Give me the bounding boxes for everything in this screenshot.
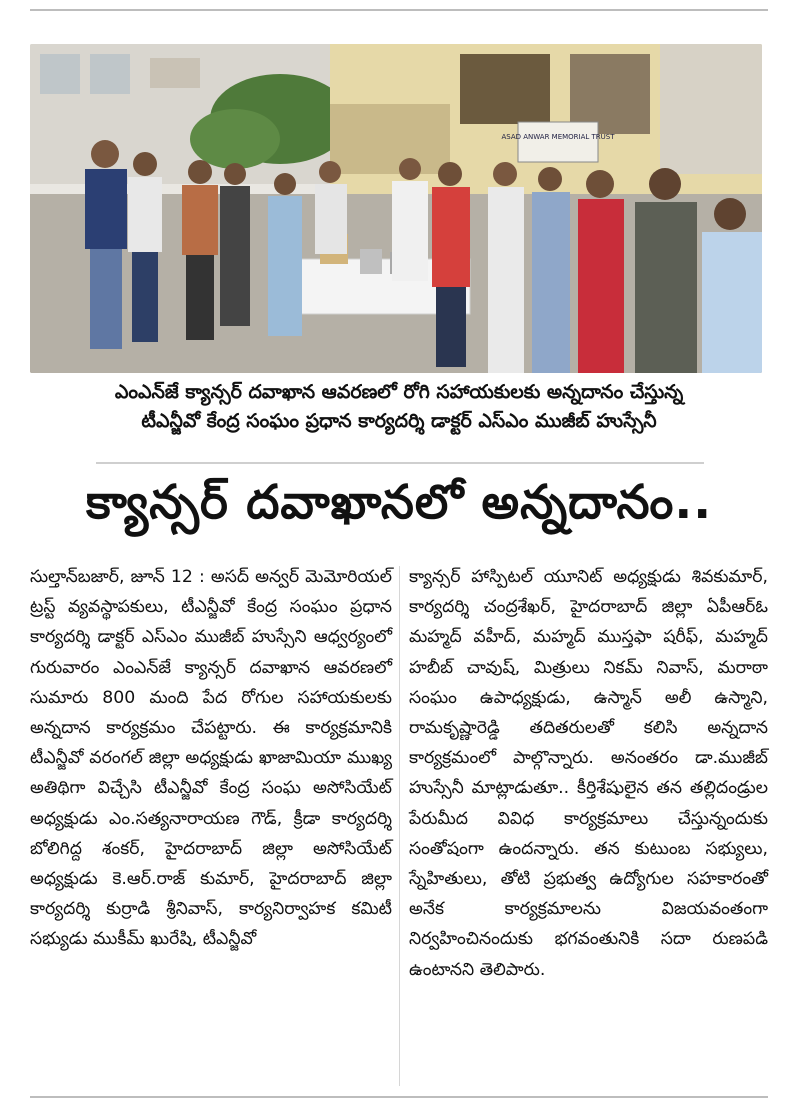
photo-caption xyxy=(30,378,768,436)
article-left-text: సుల్తాన్‌బజార్, జూన్ 12 : అసద్ అన్వర్ మెమోరియల్ ట్రస్ట్ వ్యవస్థాపకులు, టీఎన్జీవో కేంద్ర సంఘం ప్రధాన కార్యదర్శి డాక్టర్ ఎస్ఎం ముజీబ్ హుస్సేని ఆధ్వర్యంలో గురువారం ఎంఎన్‌జే క్యాన్సర్ దవాఖాన ఆవరణలో సుమారు 800 మంది పేద రోగుల సహాయకులకు అన్నదాన కార్యక్రమం చేపట్టారు. ఈ కార్యక్రమానికి టీఎన్జీవో వరంగల్ జిల్లా అధ్యక్షుడు ఖాజామియా ముఖ్య అతిథిగా విచ్చేసి టీఎన్జీవో కేంద్ర సంఘ అసోసియేట్ అధ్యక్షుడు ఎం.సత్యనారాయణ గౌడ్, క్రీడా కార్యదర్శి బోలిగిద్ద శంకర్, హైదరాబాద్ జిల్లా అసోసియేట్ అధ్యక్షుడు కె.ఆర్.రాజ్ కుమార్, హైదరాబాద్ జిల్లా కార్యదర్శి కుర్రాడి శ్రీనివాస్, కార్యనిర్వాహక కమిటీ సభ్యుడు ముకీమ్ ఖురేషి, టీఎన్జీవో xyxy=(30,567,392,950)
caption-line-1: ఎంఎన్‌జే క్యాన్సర్ దవాఖాన ఆవరణలో రోగి సహాయకులకు అన్నదానం చేస్తున్న xyxy=(114,381,684,403)
caption-rule xyxy=(96,462,704,464)
article-column-left xyxy=(30,562,392,955)
headline: క్యాన్సర్ దవాఖానలో అన్నదానం.. xyxy=(85,475,713,530)
banner-text: ASAD ANWAR MEMORIAL TRUST xyxy=(501,133,615,141)
article-right-text: క్యాన్సర్ హాస్పిటల్ యూనిట్ అధ్యక్షుడు శివకుమార్, కార్యదర్శి చంద్రశేఖర్, హైదరాబాద్ జిల్లా ఏపీఆర్ఓ మహ్మద్ వహీద్, మహ్మద్ ముస్తఫా షరీఫ్, మహ్మద్ హబీబ్ చావుష్, మిత్రులు నికమ్ నివాస్, మరాఠా సంఘం ఉపాధ్యక్షుడు, ఉస్మాన్ అలీ ఉస్మాని, రామకృష్ణారెడ్డి తదితరులతో కలిసి అన్నదాన కార్యక్రమంలో పాల్గొన్నారు. అనంతరం డా.ముజీబ్ హుస్సేనీ మాట్లాడుతూ.. కీర్తిశేషులైన తన తల్లిదండ్రుల పేరుమీద వివిధ కార్యక్రమాలు చేస్తున్నందుకు సంతోషంగా ఉందన్నారు. తన కుటుంబ సభ్యులు, స్నేహితులు, తోటి ప్రభుత్వ ఉద్యోగుల సహకారంతో అనేక కార్యక్రమాలను విజయవంతంగా నిర్వహించినందుకు భగవంతునికి సదా రుణపడి ఉంటానని తెలిపారు. xyxy=(409,567,768,980)
column-divider xyxy=(399,566,400,1086)
news-photo xyxy=(30,44,762,373)
article-column-right xyxy=(409,562,768,985)
top-rule xyxy=(30,9,768,11)
bottom-rule xyxy=(30,1096,768,1098)
caption-line-2: టీఎన్జీవో కేంద్ర సంఘం ప్రధాన కార్యదర్శి డాక్టర్ ఎస్ఎం ముజీబ్ హుస్సేనీ xyxy=(141,410,657,432)
